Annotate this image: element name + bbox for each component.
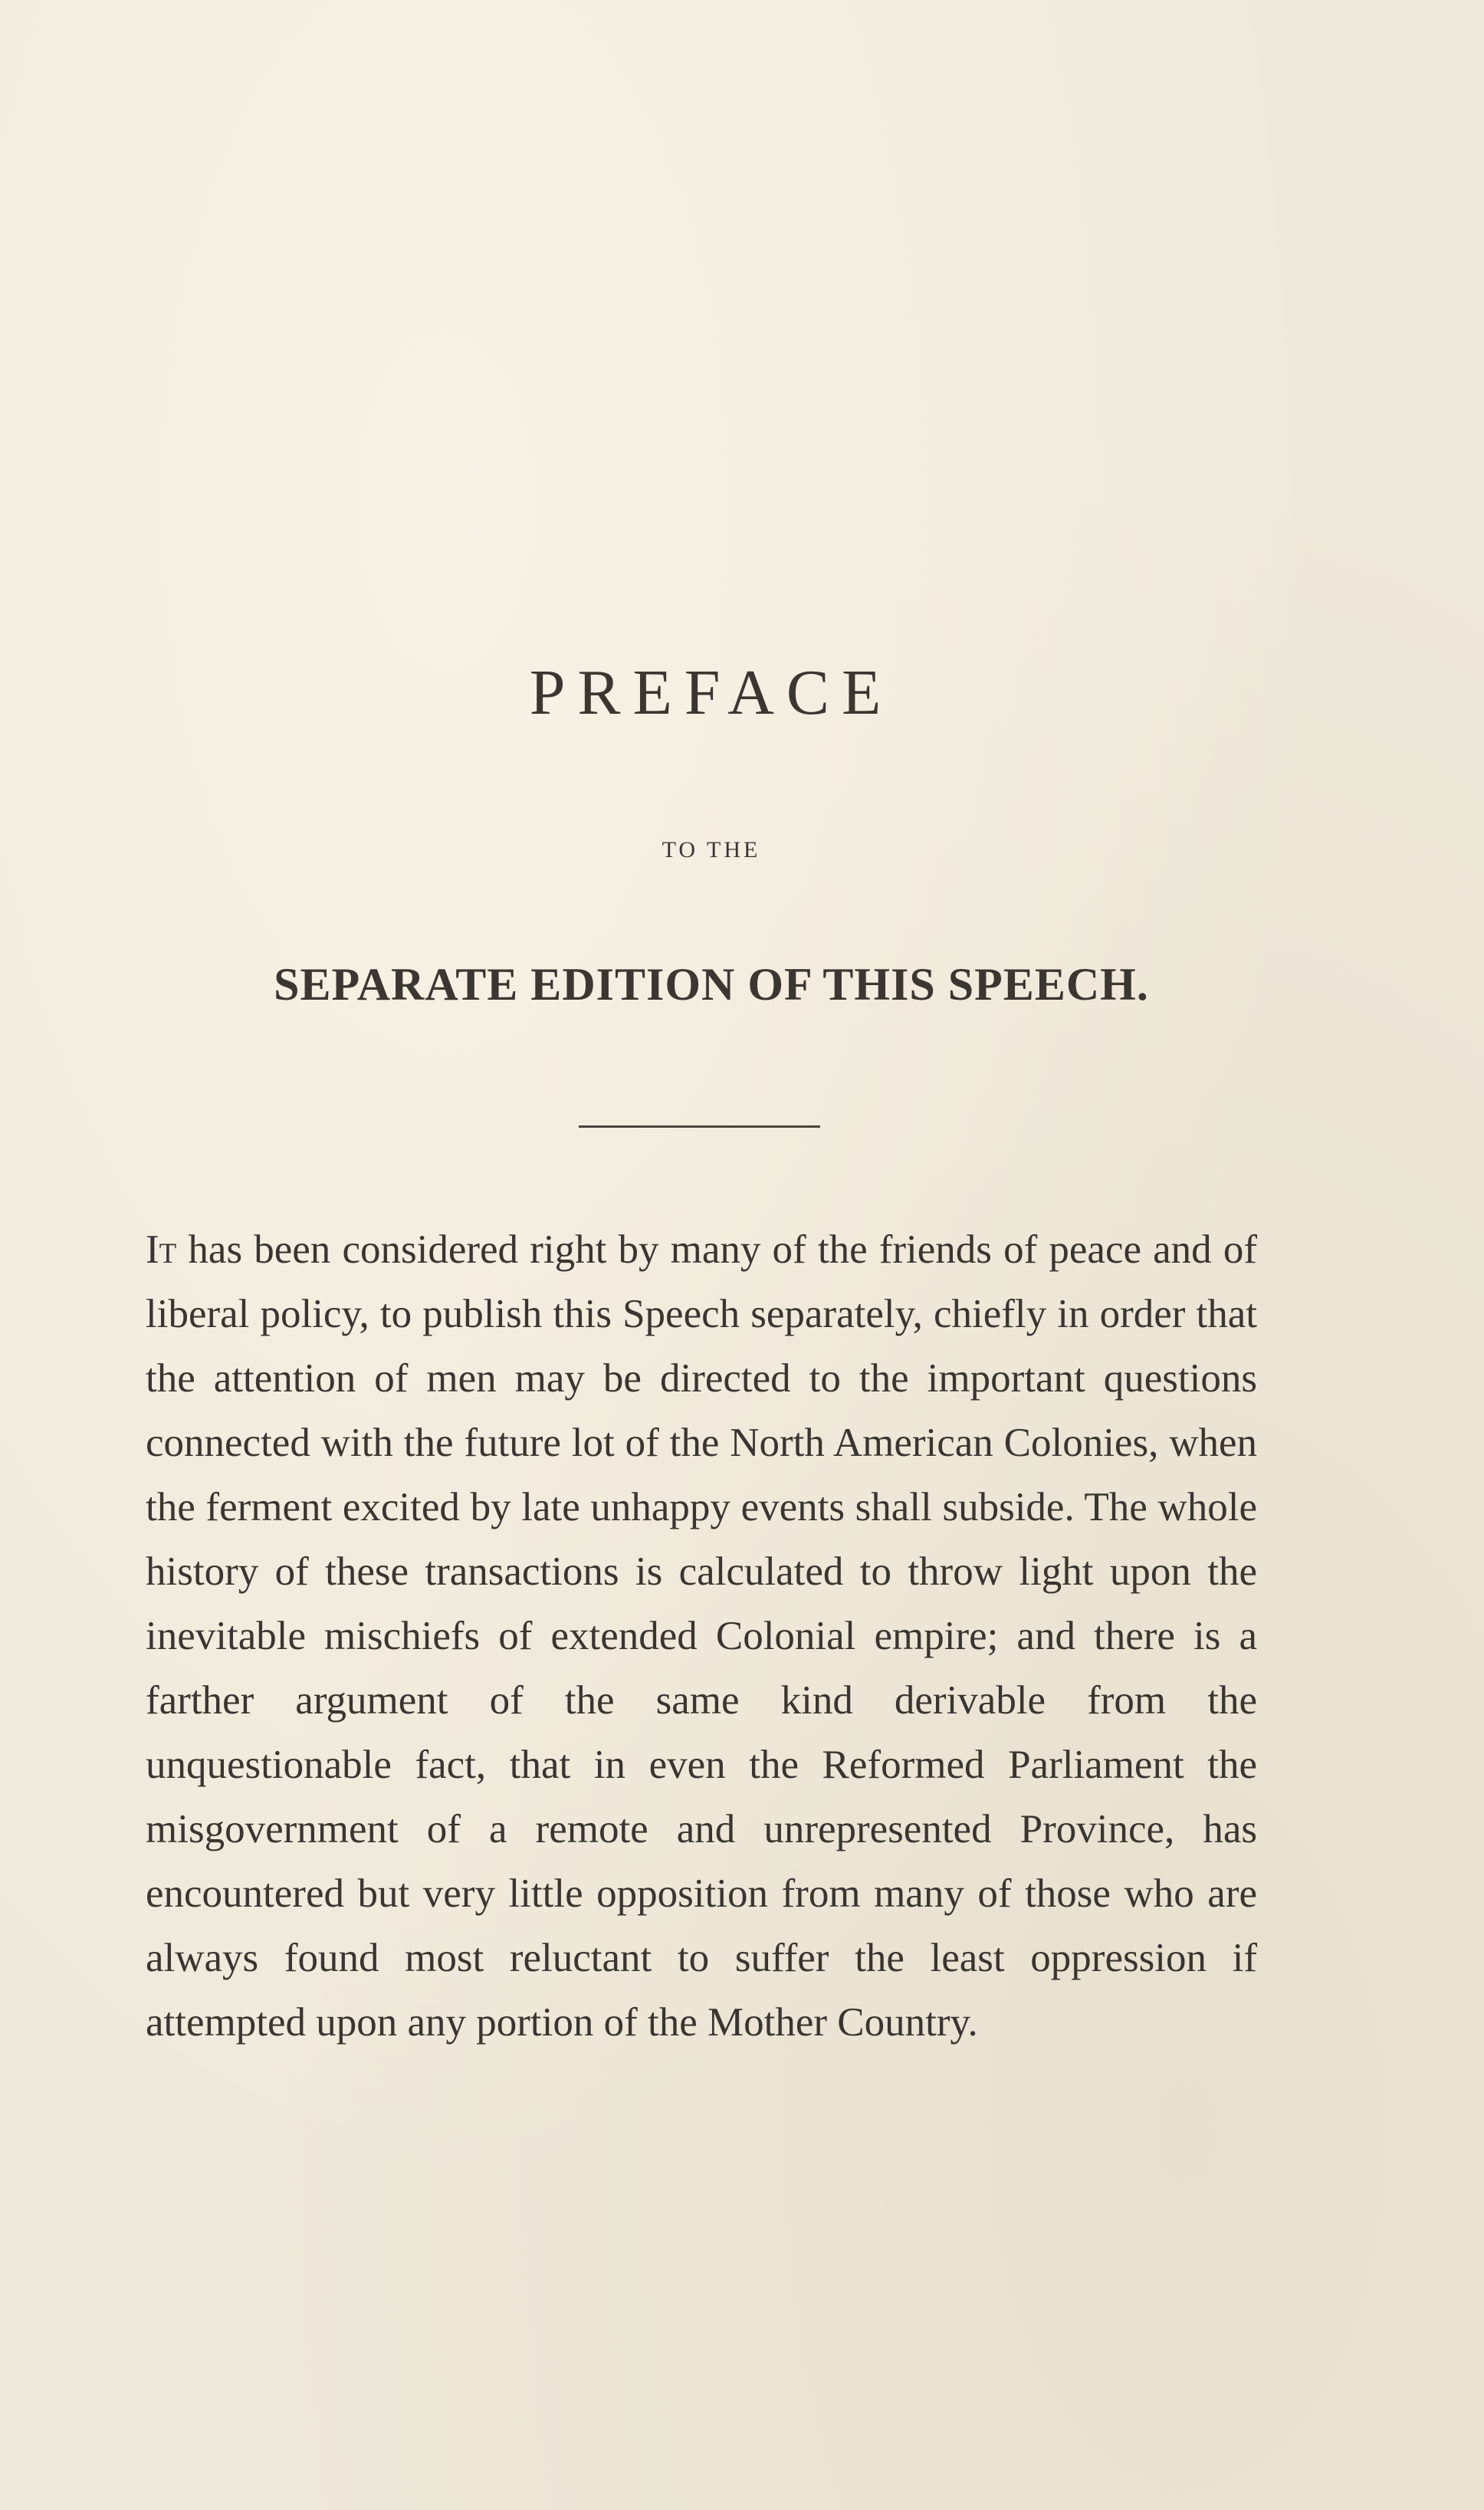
divider-rule xyxy=(579,1125,820,1128)
opening-word: It xyxy=(146,1227,177,1272)
preface-subtitle: SEPARATE EDITION OF THIS SPEECH. xyxy=(274,959,1149,1010)
preface-title: PREFACE xyxy=(529,657,894,728)
paragraph-text: has been considered right by many of the friends of peace and of liberal policy, to publish this Speech separately, chiefly in order that the attention of men may be directed to the important questions connected with the future lot of the North American Colonies, when the ferment excited by late unhappy events shall subside. The whole history of these transactions is calculated to throw light upon the inevitable mischiefs of extended Colonial empire; and there is a farther argument of the same kind derivable from the unquestionable fact, that in even the Reformed Parliament the misgovernment of a remote and unrepresented Province, has encountered but very little opposition from many of those who are always found most reluctant to suffer the least oppression if attempted upon any portion of the Mother Country. xyxy=(146,1227,1257,2045)
preface-paragraph xyxy=(146,1217,1257,2055)
to-the-label: TO THE xyxy=(662,837,761,862)
